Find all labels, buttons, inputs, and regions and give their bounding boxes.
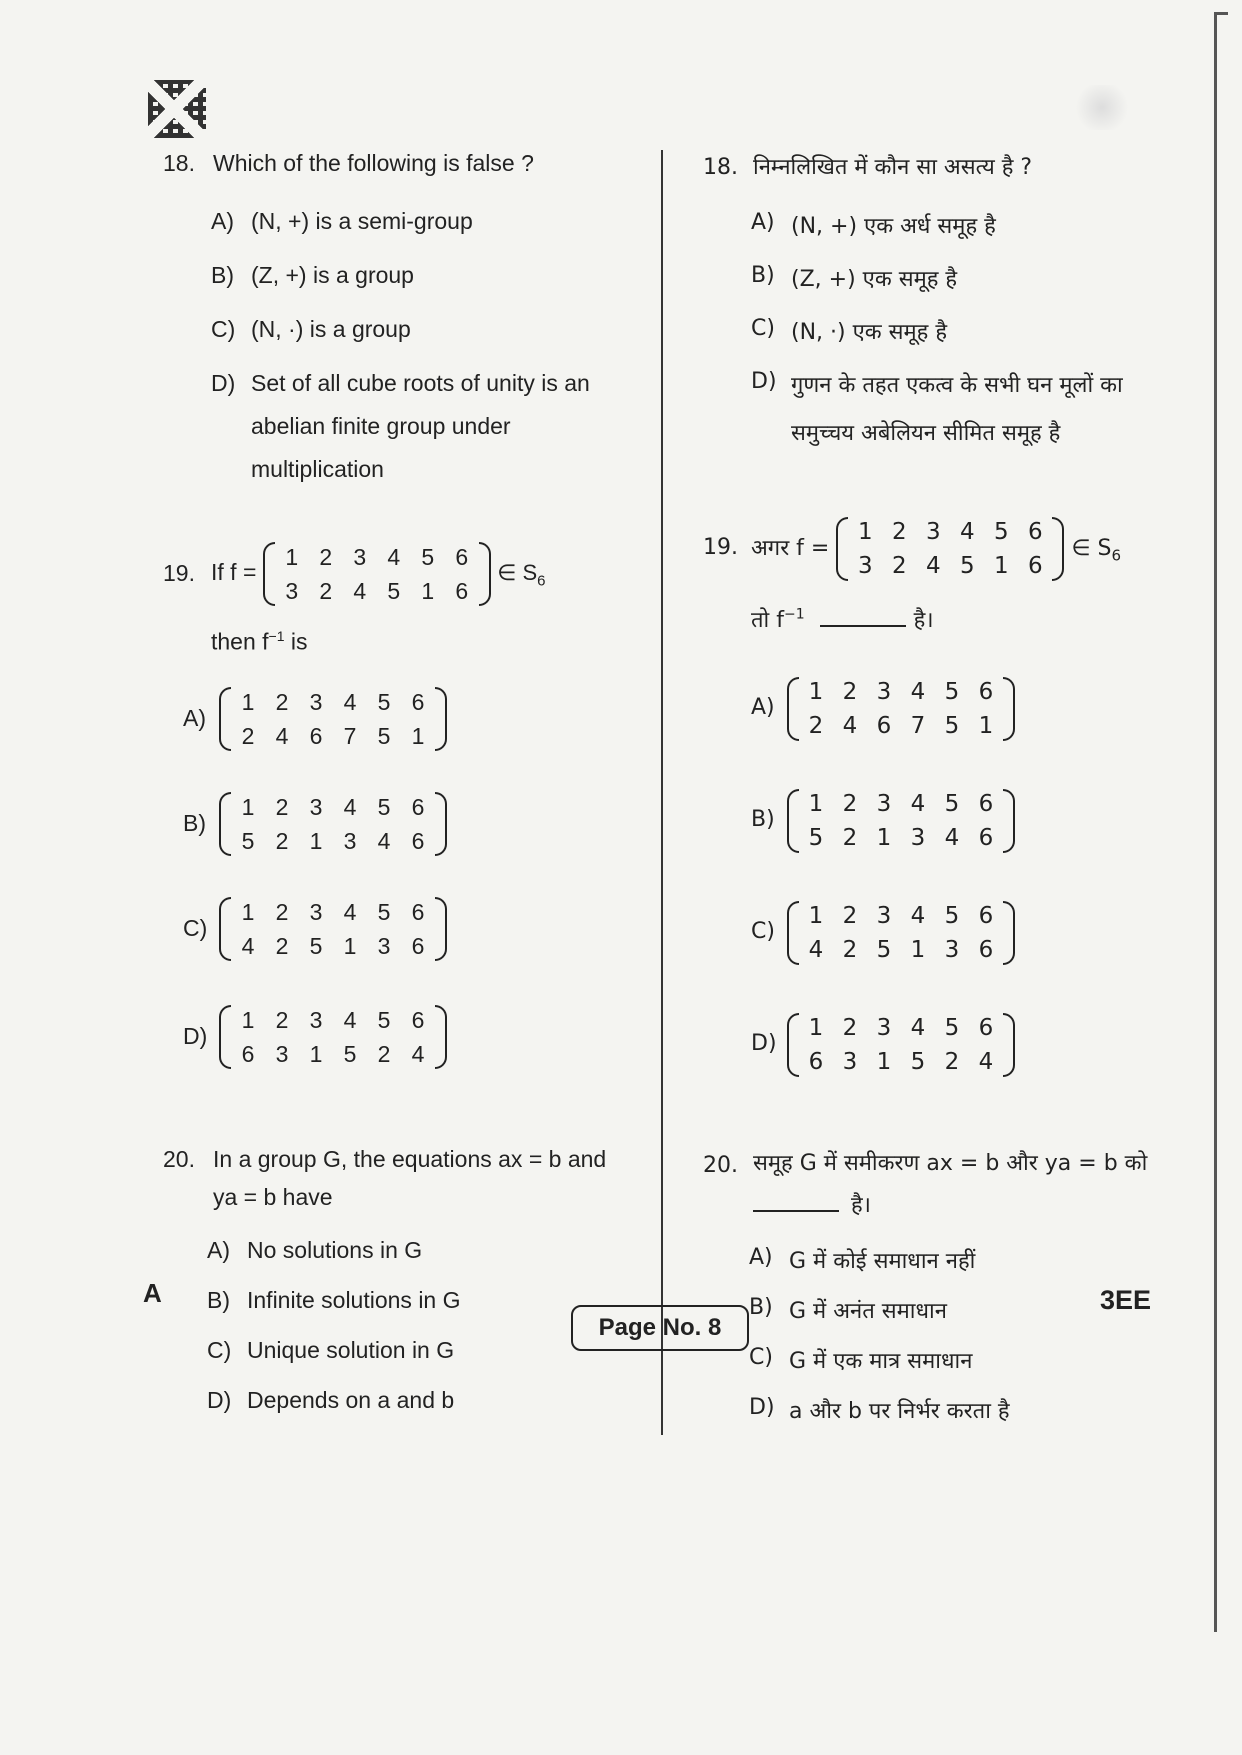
matrix-entry: 1 [309,828,323,854]
matrix-entry: 6 [978,825,994,851]
matrix-entry: 5 [377,794,391,820]
matrix-entry: 4 [241,933,255,959]
matrix-entry: 2 [842,679,858,705]
matrix-entry: 1 [309,1041,323,1067]
matrix-f [263,540,491,608]
matrix-entry: 1 [808,679,824,705]
matrix-entry: 3 [842,1049,858,1075]
matrix-entry: 7 [343,723,357,749]
matrix-entry: 5 [944,903,960,929]
matrix-entry: 3 [309,794,323,820]
matrix-entry: 1 [910,937,926,963]
matrix-entry: 5 [241,828,255,854]
matrix-entry: 4 [910,679,926,705]
matrix-entry: 5 [944,713,960,739]
page-edge-top [1214,12,1228,15]
option-a: A) 1 2 3 4 5 6 2 4 6 7 5 1 [751,675,1015,743]
matrix-entry: 1 [876,825,892,851]
matrix-entry: 2 [319,578,333,604]
matrix-entry: 1 [808,1015,824,1041]
matrix-entry: 1 [858,519,873,545]
matrix-entry: 3 [275,1041,289,1067]
matrix-entry: 4 [353,578,367,604]
matrix-entry: 2 [842,937,858,963]
matrix-entry: 4 [960,519,975,545]
matrix-entry: 5 [309,933,323,959]
matrix-entry: 4 [387,544,401,570]
column-divider [661,150,663,1435]
question-text: In a group G, the equations ax = b and ya = b have [213,1146,607,1210]
matrix-entry: 6 [411,689,425,715]
then-inverse-text: then $f^{-1}$ is [211,628,308,655]
matrix-entry: 7 [910,713,926,739]
matrix-entry: 6 [978,679,994,705]
matrix-entry: 5 [944,791,960,817]
matrix-entry: 5 [377,899,391,925]
question-19-stem: If f = 1 2 3 4 5 6 3 2 4 5 1 6 ∈ $S_6$ [211,540,545,608]
matrix-entry: 3 [910,825,926,851]
matrix-entry: 4 [343,689,357,715]
question-text: निम्नलिखित में कौन सा असत्य है ? [753,155,1033,180]
matrix-entry: 1 [241,899,255,925]
matrix-entry: 2 [892,553,907,579]
matrix-entry: 2 [275,794,289,820]
matrix-entry: 1 [285,544,299,570]
matrix-entry: 1 [421,578,435,604]
matrix-entry: 2 [842,791,858,817]
matrix-entry: 3 [944,937,960,963]
matrix-entry: 2 [892,519,907,545]
matrix-entry: 2 [842,1015,858,1041]
question-number: 19. [703,535,738,560]
matrix-entry: 3 [309,899,323,925]
matrix-entry: 5 [910,1049,926,1075]
matrix-entry: 4 [910,791,926,817]
matrix-entry: 6 [978,903,994,929]
matrix-entry: 3 [876,679,892,705]
matrix-entry: 3 [876,791,892,817]
option-c: C) 1 2 3 4 5 6 4 2 5 1 3 6 [751,899,1015,967]
matrix-entry: 3 [858,553,873,579]
matrix-entry: 6 [241,1041,255,1067]
matrix-entry: 1 [808,791,824,817]
matrix-entry: 4 [343,899,357,925]
matrix-entry: 1 [876,1049,892,1075]
matrix-entry: 4 [910,903,926,929]
matrix-entry: 6 [411,828,425,854]
matrix-entry: 2 [842,825,858,851]
matrix-entry: 5 [377,689,391,715]
question-number: 18. [703,155,738,180]
question-19-stem: अगर f = 1 2 3 4 5 6 3 2 4 5 1 6 ∈ $S_6$ [751,515,1121,583]
option-a: A) 1 2 3 4 5 6 2 4 6 7 5 1 [183,685,447,753]
matrix-entry: 2 [275,899,289,925]
qr-code [148,80,206,138]
matrix-entry: 2 [275,1007,289,1033]
matrix-entry: 6 [1028,553,1043,579]
matrix-entry: 1 [343,933,357,959]
matrix-entry: 3 [876,1015,892,1041]
matrix-entry: 1 [241,794,255,820]
matrix-entry: 6 [808,1049,824,1075]
answer-blank [753,1188,839,1212]
matrix-entry: 6 [876,713,892,739]
paper-code: 3EE [1100,1285,1152,1315]
option-b: B) 1 2 3 4 5 6 5 2 1 3 4 6 [751,787,1015,855]
matrix-entry: 3 [377,933,391,959]
matrix-entry: 4 [808,937,824,963]
matrix-entry: 6 [411,899,425,925]
matrix-entry: 5 [387,578,401,604]
question-text: समूह G में समीकरण ax = b और ya = b को है। [753,1151,1148,1218]
then-inverse-text: तो $f^{-1}$ है। [751,603,934,634]
matrix-entry: 3 [309,1007,323,1033]
matrix-f [836,515,1064,583]
matrix-entry: 1 [241,1007,255,1033]
matrix-entry: 5 [944,679,960,705]
matrix-entry: 4 [978,1049,994,1075]
matrix-entry: 4 [343,794,357,820]
matrix-entry: 5 [377,723,391,749]
matrix-entry: 5 [808,825,824,851]
matrix-entry: 1 [808,903,824,929]
matrix-entry: 2 [275,689,289,715]
matrix-entry: 6 [978,1015,994,1041]
matrix-entry: 6 [455,544,469,570]
matrix-entry: 1 [978,713,994,739]
matrix-entry: 4 [275,723,289,749]
matrix-entry: 2 [377,1041,391,1067]
matrix-entry: 5 [944,1015,960,1041]
matrix-entry: 3 [285,578,299,604]
set-label: A [143,1278,162,1308]
matrix-entry: 2 [944,1049,960,1075]
option-d: D) 1 2 3 4 5 6 6 3 1 5 2 4 [183,1003,447,1071]
matrix-entry: 5 [421,544,435,570]
matrix-entry: 3 [353,544,367,570]
matrix-entry: 6 [411,933,425,959]
matrix-entry: 3 [876,903,892,929]
matrix-entry: 5 [960,553,975,579]
matrix-entry: 6 [978,791,994,817]
matrix-entry: 6 [411,794,425,820]
page-number: Page No. 8 [571,1305,749,1351]
matrix-entry: 3 [926,519,941,545]
matrix-entry: 3 [343,828,357,854]
matrix-entry: 6 [978,937,994,963]
matrix-entry: 4 [944,825,960,851]
matrix-entry: 1 [994,553,1009,579]
matrix-entry: 5 [377,1007,391,1033]
question-text: Which of the following is false ? [213,150,534,176]
matrix-entry: 2 [808,713,824,739]
matrix-entry: 5 [876,937,892,963]
scan-smudge [1072,85,1132,130]
matrix-entry: 5 [994,519,1009,545]
matrix-entry: 3 [309,689,323,715]
matrix-entry: 2 [319,544,333,570]
page-edge [1214,12,1217,1632]
matrix-entry: 5 [343,1041,357,1067]
matrix-entry: 2 [275,933,289,959]
question-number: 20. [163,1146,195,1172]
matrix-entry: 6 [411,1007,425,1033]
question-number: 19. [163,560,195,586]
option-c: C) 1 2 3 4 5 6 4 2 5 1 3 6 [183,895,447,963]
question-number: 20. [703,1153,738,1178]
matrix-entry: 1 [241,689,255,715]
matrix-entry: 4 [343,1007,357,1033]
matrix-entry: 2 [241,723,255,749]
matrix-entry: 2 [842,903,858,929]
matrix-entry: 6 [455,578,469,604]
matrix-entry: 6 [309,723,323,749]
matrix-entry: 1 [411,723,425,749]
matrix-entry: 6 [1028,519,1043,545]
matrix-entry: 4 [842,713,858,739]
question-number: 18. [163,150,195,176]
option-d: D) 1 2 3 4 5 6 6 3 1 5 2 4 [751,1011,1015,1079]
option-b: B) 1 2 3 4 5 6 5 2 1 3 4 6 [183,790,447,858]
matrix-entry: 4 [411,1041,425,1067]
answer-blank [820,603,906,627]
matrix-entry: 4 [910,1015,926,1041]
matrix-entry: 4 [926,553,941,579]
matrix-entry: 2 [275,828,289,854]
matrix-entry: 4 [377,828,391,854]
